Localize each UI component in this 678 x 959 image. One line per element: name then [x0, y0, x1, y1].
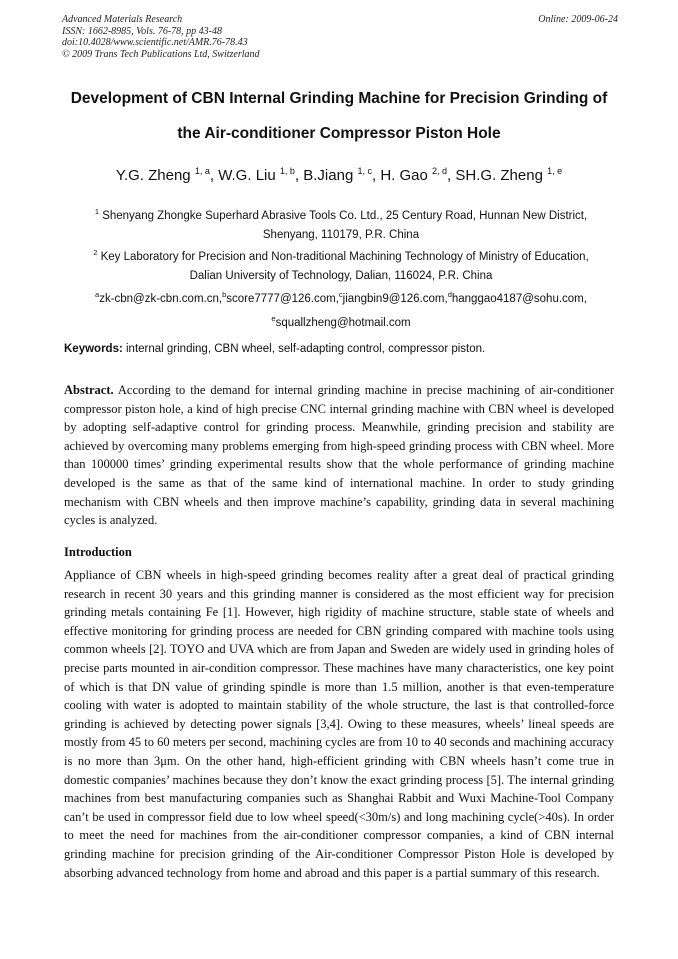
paper-title-line-2: the Air-conditioner Compressor Piston Hole	[177, 125, 501, 142]
abstract-text: According to the demand for internal grinding machine in precise machining of air-conditioner compressor piston hole, a kind of high precise CNC internal grinding machine with CBN wheel is developed by adopting self-adaptive control for grinding process. Meanwhile, grinding precision and stability are achieved by overcoming many problems emerging from high-speed grinding process with CBN wheel. More than 100000 times’ grinding experimental results show that the whole performance of grinding machine developed is the same as that of the same kind of international machine. In order to study grinding mechanism with CBN wheels and then improve machine’s capability, grinding data in several machining cycles is analyzed.	[64, 383, 614, 528]
section-heading-introduction: Introduction	[64, 545, 132, 559]
keywords-label: Keywords:	[64, 343, 123, 355]
introduction-text: Appliance of CBN wheels in high-speed grinding becomes reality after a great deal of practical grinding research in recent 30 years and this grinding manner is considered as the most efficient way for precision grinding metals containing Fe [1]. However, high rigidity of machine structure, stable state of wheels and effective monitoring for grinding process are needed for CBN grinding compared with machine tools using common wheels [2]. TOYO and UVA which are from Japan and Sweden are widely used in grinding holes of precise parts mounted in air-condition compressor. These machines have many characteristics, one key point of which is that DN value of grinding spindle is more than 1.5 million, another is that even-temperature cooling with water is adopted to maintain stability of the whole structure, the last is that controlled-force grinding is achieved by detecting power signals [3,4]. Owing to these measures, wheels’ lineal speeds are mostly from 45 to 60 meters per second, machining cycles are from 10 to 40 seconds and machining accuracy is no more than 3μm. On the other hand, high-efficient grinding with CBN wheels hasn’t come true in domestic companies’ machines because they don’t know the exact grinding process [5]. The internal grinding machines from best manufacturing companies such as Shanghai Rabbit and Wuxi Machine-Tool Company can’t be used in compressor field due to low wheel speed(<30m/s) and long machining cycle(>40s). In order to meet the need for machines from the air-conditioner compressor companies, a kind of CBN internal grinding machine for precision grinding of the Air-conditioner Compressor Piston Hole is developed by absorbing advanced technology from home and abroad and this paper is a partial summary of this research.	[64, 568, 614, 880]
abstract	[64, 381, 614, 530]
author: Y.G. Zheng $^{1, a}$,	[115, 166, 219, 184]
email: $^c$jiangbin9@126.com,	[338, 290, 448, 305]
email: $^d$hanggao4187@sohu.com,	[447, 290, 587, 305]
issn-line: ISSN: 1662-8985, Vols. 76-78, pp 43-48	[62, 25, 222, 37]
copyright-line: © 2009 Trans Tech Publications Ltd, Switzerland	[62, 48, 260, 60]
email: $^e$squallzheng@hotmail.com	[271, 313, 411, 329]
journal-name: Advanced Materials Research	[62, 14, 183, 25]
paper-title-line-1: Development of CBN Internal Grinding Machine for Precision Grinding of	[70, 90, 608, 107]
affiliation-2: $^2$ Key Laboratory for Precision and Non-traditional Machining Technology of Ministry of Education, Dalian University of Technology, Dalian, 116024, P.R. China	[93, 248, 589, 282]
author: SH.G. Zheng $^{1, e}$	[455, 166, 563, 184]
author: B.Jiang $^{1, c}$,	[303, 166, 381, 184]
keywords-text: internal grinding, CBN wheel, self-adapting control, compressor piston.	[122, 343, 486, 355]
affiliation-1: $^1$ Shenyang Zhongke Superhard Abrasive Tools Co. Ltd., 25 Century Road, Hunnan New District, Shenyang, 110179, P.R. China	[94, 207, 588, 241]
email: $^b$score7777@126.com,	[222, 290, 339, 305]
author: H. Gao $^{2, d}$,	[380, 166, 456, 184]
publication-header	[62, 14, 618, 60]
author-list	[40, 166, 638, 184]
abstract-label: Abstract.	[64, 383, 114, 397]
online-date: Online: 2009-06-24	[538, 14, 618, 25]
doi-line: doi:10.4028/www.scientific.net/AMR.76-78.43	[62, 37, 248, 48]
author: W.G. Liu $^{1, b}$,	[218, 166, 304, 184]
author-emails	[64, 285, 618, 333]
keywords	[64, 343, 618, 355]
email: $^a$zk-cbn@zk-cbn.com.cn,	[95, 290, 223, 305]
